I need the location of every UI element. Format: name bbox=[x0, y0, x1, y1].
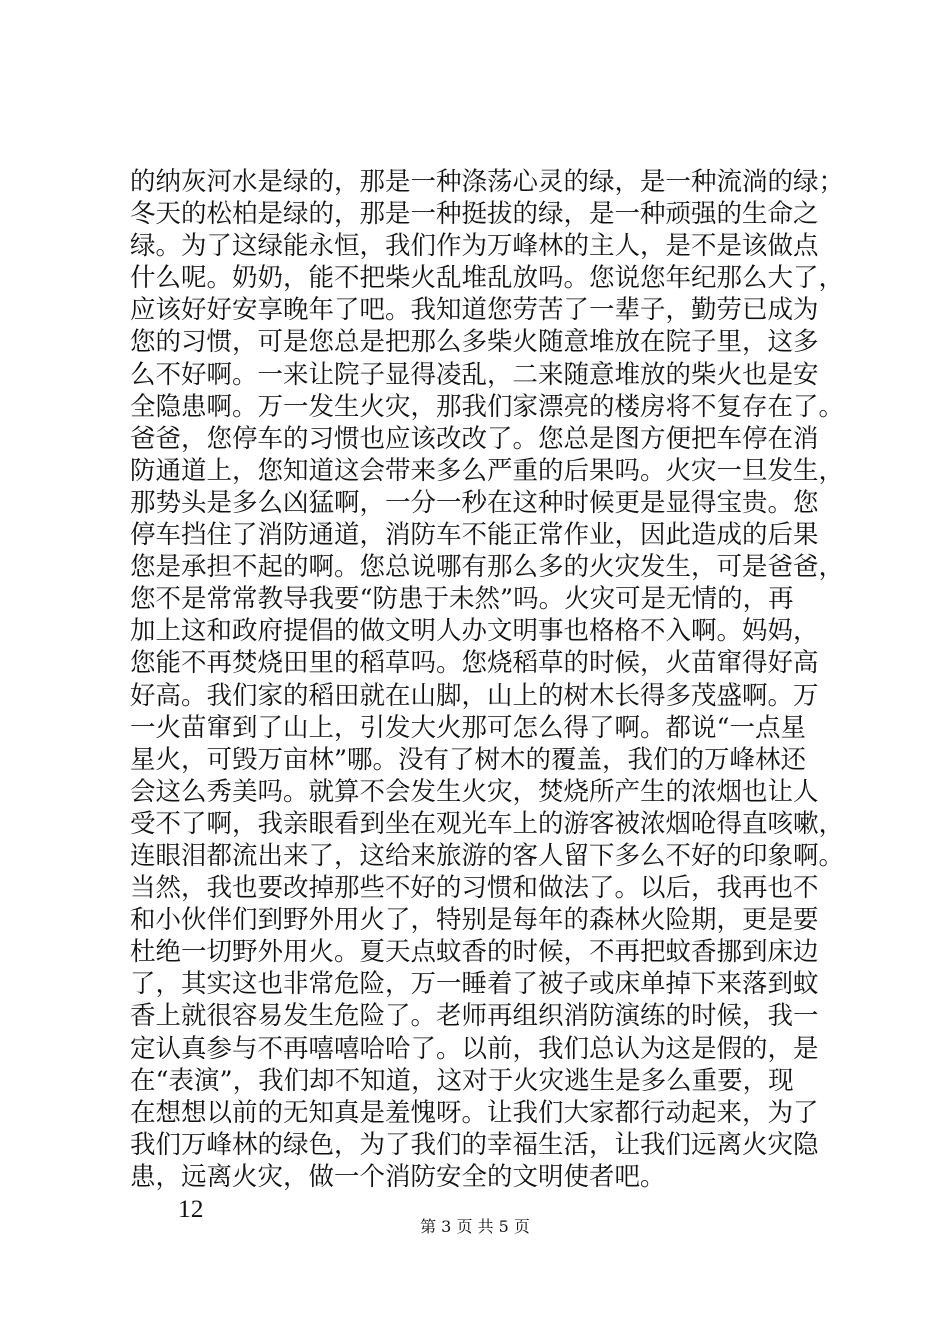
text-line: 一火苗窜到了山上，引发大火那可怎么得了啊。都说“一点星 bbox=[130, 712, 807, 743]
text-line: 您能不再焚烧田里的稻草吗。您烧稻草的时候，火苗窜得好高 bbox=[130, 648, 819, 679]
text-line: 我们万峰林的绿色，为了我们的幸福生活，让我们远离火灾隐 bbox=[130, 1129, 819, 1160]
text-line: 的纳灰河水是绿的，那是一种涤荡心灵的绿，是一种流淌的绿； bbox=[130, 167, 845, 197]
text-line: 当然，我也要改掉那些不好的习惯和做法了。以后，我再也不 bbox=[130, 873, 819, 904]
text-line: 星火，可毁万亩林”哪。没有了树木的覆盖，我们的万峰林还 bbox=[130, 744, 807, 775]
text-line: 受不了啊，我亲眼看到坐在观光车上的游客被浓烟呛得直咳嗽， bbox=[130, 808, 845, 839]
text-line: 好高。我们家的稻田就在山脚，山上的树木长得多茂盛啊。万 bbox=[130, 680, 819, 711]
text-line: 那势头是多么凶猛啊，一分一秒在这种时候更是显得宝贵。您 bbox=[130, 487, 819, 518]
text-line: 在“表演”，我们却不知道，这对于火灾逃生是多么重要，现 bbox=[130, 1065, 794, 1096]
text-line: 会这么秀美吗。就算不会发生火灾，焚烧所产生的浓烟也让人 bbox=[130, 776, 819, 807]
text-line: 连眼泪都流出来了，这给来旅游的客人留下多么不好的印象啊。 bbox=[130, 840, 845, 871]
text-line: 么不好啊。一来让院子显得凌乱，二来随意堆放的柴火也是安 bbox=[130, 359, 819, 390]
text-line: 应该好好安享晚年了吧。我知道您劳苦了一辈子，勤劳已成为 bbox=[130, 295, 819, 326]
text-line: 冬天的松柏是绿的，那是一种挺拔的绿，是一种顽强的生命之 bbox=[130, 199, 819, 230]
text-line: 您不是常常教导我要“防患于未然”吗。火灾可是无情的，再 bbox=[130, 584, 794, 615]
text-line: 在想想以前的无知真是羞愧呀。让我们大家都行动起来，为了 bbox=[130, 1097, 819, 1128]
trailing-number: 12 bbox=[178, 1194, 204, 1223]
text-line: 绿。为了这绿能永恒，我们作为万峰林的主人，是不是该做点 bbox=[130, 231, 819, 262]
text-line: 加上这和政府提倡的做文明人办文明事也格格不入啊。妈妈， bbox=[130, 616, 819, 647]
body-text bbox=[130, 166, 850, 1225]
text-line: 什么呢。奶奶，能不把柴火乱堆乱放吗。您说您年纪那么大了， bbox=[130, 263, 845, 294]
text-line: 定认真参与不再嘻嘻哈哈了。以前，我们总认为这是假的，是 bbox=[130, 1033, 819, 1064]
page-footer bbox=[0, 1217, 950, 1237]
text-line: 您的习惯，可是您总是把那么多柴火随意堆放在院子里，这多 bbox=[130, 327, 819, 358]
text-line: 香上就很容易发生危险了。老师再组织消防演练的时候，我一 bbox=[130, 1001, 819, 1032]
text-line: 您是承担不起的啊。您总说哪有那么多的火灾发生，可是爸爸， bbox=[130, 552, 845, 583]
page-number-label: 第 3 页 共 5 页 bbox=[420, 1217, 530, 1236]
text-line: 和小伙伴们到野外用火了，特别是每年的森林火险期，更是要 bbox=[130, 905, 819, 936]
text-line: 爸爸，您停车的习惯也应该改改了。您总是图方便把车停在消 bbox=[130, 423, 819, 454]
text-line: 停车挡住了消防通道，消防车不能正常作业，因此造成的后果 bbox=[130, 520, 819, 551]
text-line: 杜绝一切野外用火。夏天点蚊香的时候，不再把蚊香挪到床边 bbox=[130, 937, 819, 968]
text-line: 了，其实这也非常危险，万一睡着了被子或床单掉下来落到蚊 bbox=[130, 969, 819, 1000]
text-line: 患，远离火灾，做一个消防安全的文明使者吧。 bbox=[130, 1161, 666, 1192]
text-line: 防通道上，您知道这会带来多么严重的后果吗。火灾一旦发生， bbox=[130, 455, 845, 486]
text-line: 全隐患啊。万一发生火灾，那我们家漂亮的楼房将不复存在了。 bbox=[130, 391, 845, 422]
